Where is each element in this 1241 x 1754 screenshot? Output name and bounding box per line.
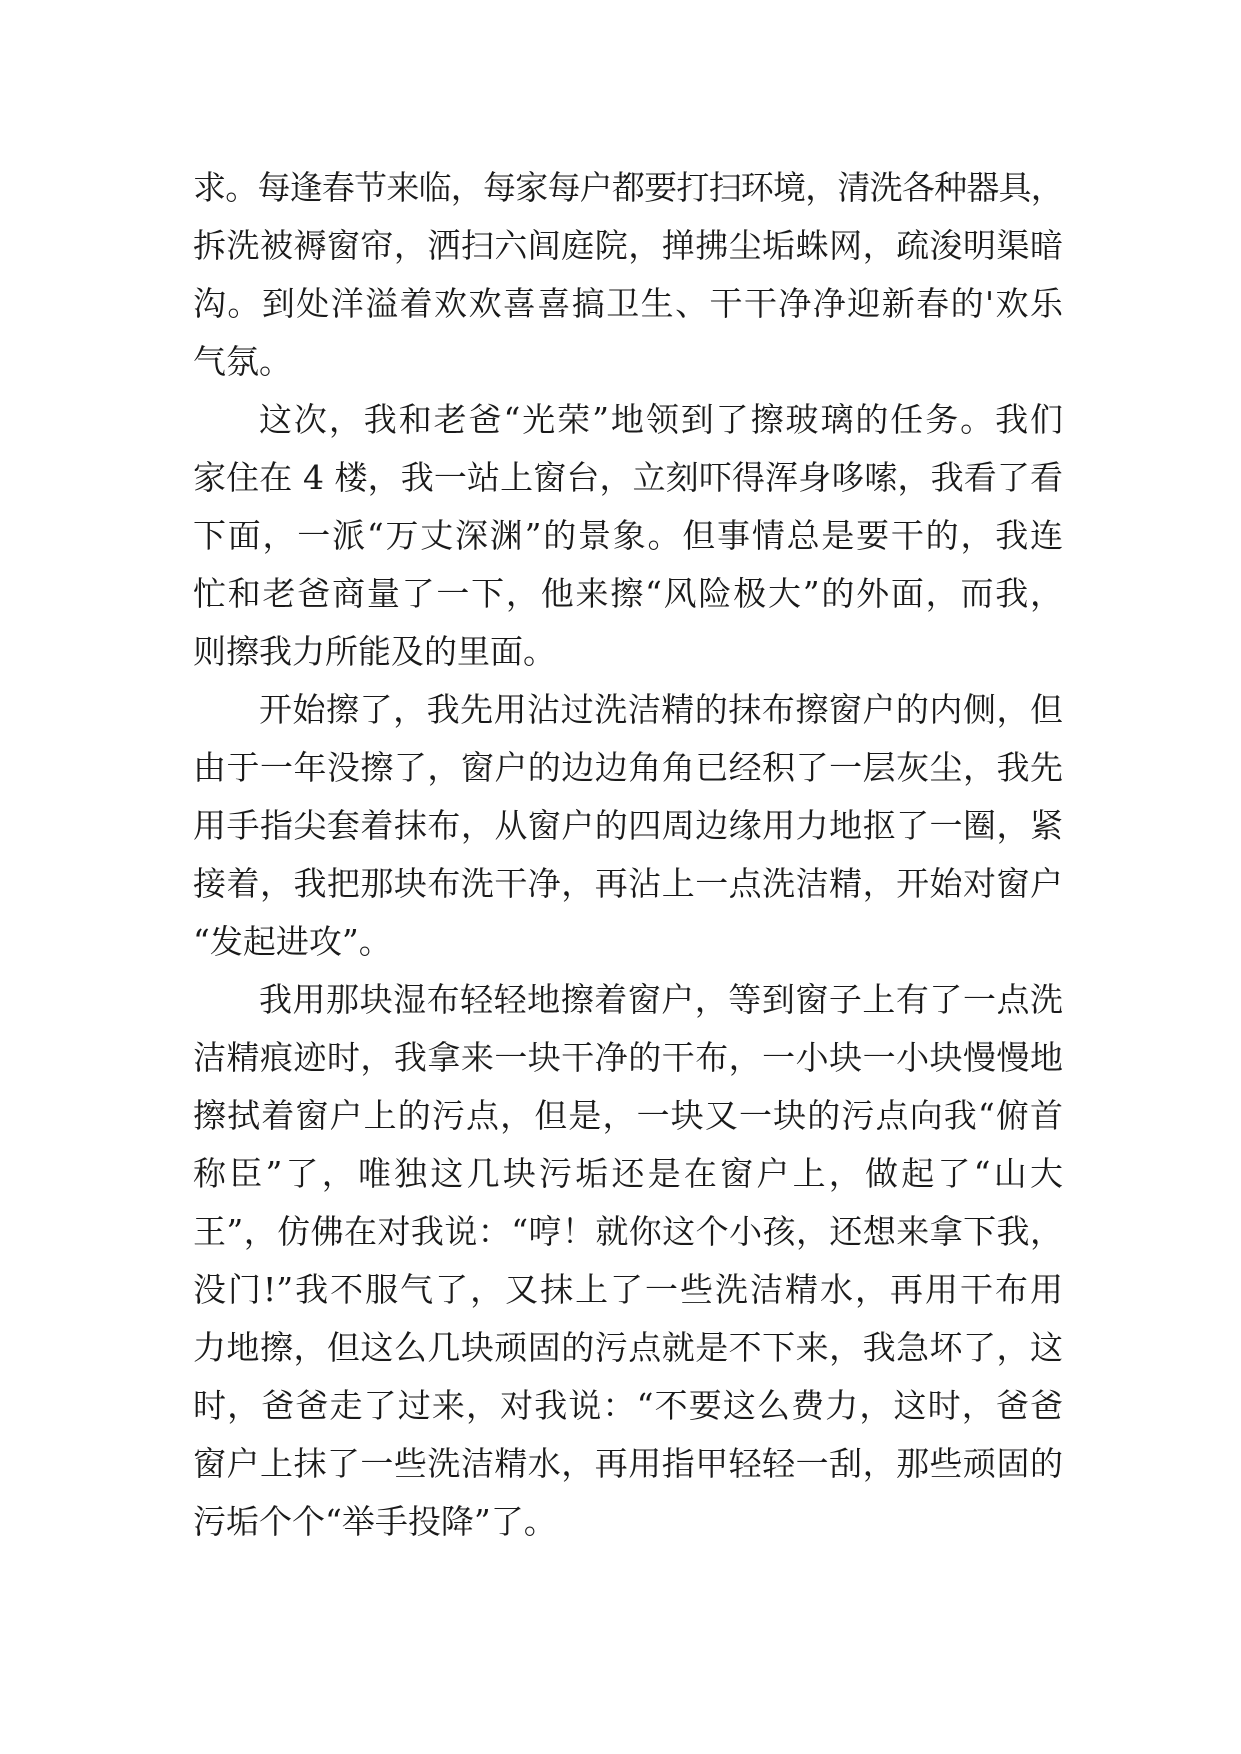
paragraph-3 [193,681,1063,971]
text-line: 时，爸爸走了过来，对我说：“不要这么费力，这时，爸爸 [193,1386,1063,1425]
text-line: 没门!”我不服气了，又抹上了一些洗洁精水，再用干布用 [193,1270,1063,1309]
text-line: 这次，我和老爸“光荣”地领到了擦玻璃的任务。我们 [259,400,1063,439]
text-line: 擦拭着窗户上的污点，但是，一块又一块的污点向我“俯首 [193,1096,1063,1135]
text-line: 下面，一派“万丈深渊”的景象。但事情总是要干的，我连 [193,516,1063,555]
text-line: 求。每逢春节来临，每家每户都要打扫环境，清洗各种器具， [193,168,1063,207]
paragraph-1 [193,159,1063,391]
text-line: “发起进攻”。 [193,922,392,961]
text-line: 我用那块湿布轻轻地擦着窗户，等到窗子上有了一点洗 [259,980,1063,1019]
text-line: 沟。到处洋溢着欢欢喜喜搞卫生、干干净净迎新春的'欢乐 [193,284,1063,323]
text-line: 王”，仿佛在对我说：“哼！就你这个小孩，还想来拿下我， [193,1212,1063,1251]
text-line: 用手指尖套着抹布，从窗户的四周边缘用力地抠了一圈，紧 [193,806,1063,845]
text-line: 接着，我把那块布洗干净，再沾上一点洗洁精，开始对窗户 [193,864,1063,903]
text-line: 称臣”了，唯独这几块污垢还是在窗户上，做起了“山大 [193,1154,1063,1193]
text-line: 家住在 4 楼，我一站上窗台，立刻吓得浑身哆嗦，我看了看 [193,458,1063,497]
text-line: 开始擦了，我先用沾过洗洁精的抹布擦窗户的内侧，但 [259,690,1063,729]
text-line: 忙和老爸商量了一下，他来擦“风险极大”的外面，而我， [193,574,1063,613]
text-line: 则擦我力所能及的里面。 [193,632,556,671]
paragraph-4 [193,971,1063,1551]
body-text [193,159,1063,1551]
text-line: 由于一年没擦了，窗户的边边角角已经积了一层灰尘，我先 [193,748,1063,787]
text-line: 力地擦，但这么几块顽固的污点就是不下来，我急坏了，这 [193,1328,1063,1367]
text-line: 拆洗被褥窗帘，洒扫六闾庭院，掸拂尘垢蛛网，疏浚明渠暗 [193,226,1063,265]
text-line: 洁精痕迹时，我拿来一块干净的干布，一小块一小块慢慢地 [193,1038,1063,1077]
paragraph-2 [193,391,1063,681]
text-line: 污垢个个“举手投降”了。 [193,1502,557,1541]
text-line: 气氛。 [193,342,292,381]
text-line: 窗户上抹了一些洗洁精水，再用指甲轻轻一刮，那些顽固的 [193,1444,1063,1483]
